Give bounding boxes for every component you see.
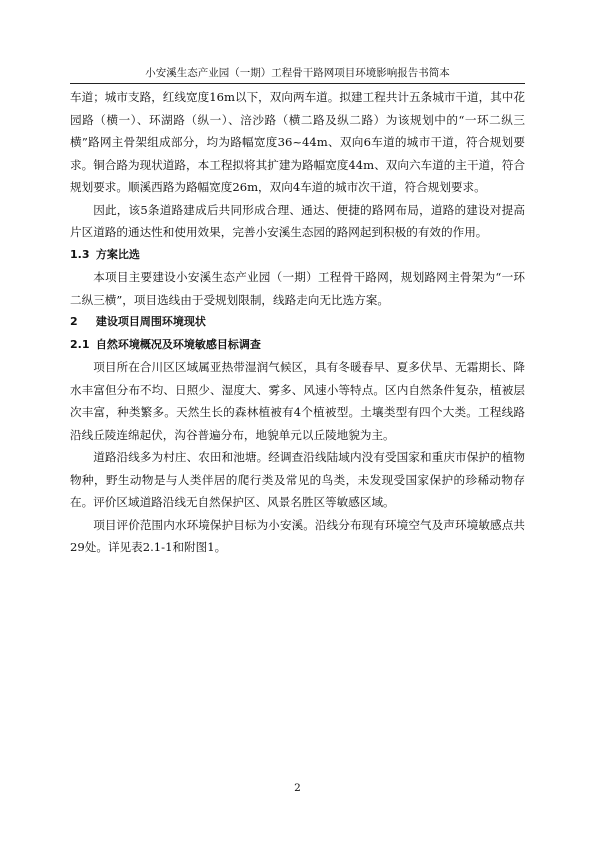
heading-1-3 <box>70 244 525 267</box>
paragraph-scheme-comparison: 本项目主要建设小安溪生态产业园（一期）工程骨干路网，规划路网主骨架为“一环二纵三横”，项目选线由于受规划限制，线路走向无比选方案。 <box>70 270 525 307</box>
paragraph-sensitive-targets: 项目评价范围内水环境保护目标为小安溪。沿线分布现有环境空气及声环境敏感点共29处。详见表2.1-1和附图1。 <box>70 517 525 554</box>
heading-2 <box>70 311 525 334</box>
paragraph-road-planning: 车道；城市支路，红线宽度16m以下，双向两车道。拟建工程共计五条城市干道，其中花园路（横一）、环湖路（纵一）、涪沙路（横二路及纵二路）为该规划中的“一环二纵三横”路网主骨架组成部分，均为路幅宽度36~44m、双向6车道的城市干道，符合规划要求。铜合路为现状道路，本工程拟将其扩建为路幅宽度44m、双向六车道的主干道，符合规划要求。顺溪西路为路幅宽度26m，双向4车道的城市次干道，符合规划要求。 <box>70 90 525 194</box>
heading-2-1-text: 自然环境概况及环境敏感目标调查 <box>95 337 261 351</box>
paragraph-ecology: 道路沿线多为村庄、农田和池塘。经调查沿线陆域内没有受国家和重庆市保护的植物物种，野生动物是与人类伴居的爬行类及常见的鸟类，未发现受国家保护的珍稀动物存在。评价区域道路沿线无自然保护区、风景名胜区等敏感区域。 <box>70 450 525 509</box>
heading-1-3-text: 方案比选 <box>95 247 140 261</box>
document-body <box>70 86 525 559</box>
heading-2-1 <box>70 334 525 357</box>
page-header <box>70 66 525 84</box>
page-number: 2 <box>294 782 301 794</box>
paragraph-conclusion: 因此，该5条道路建成后共同形成合理、通达、便捷的路网布局，道路的建设对提高片区道路的通达性和使用效果，完善小安溪生态园的路网起到积极的有效的作用。 <box>70 202 525 239</box>
header-title: 小安溪生态产业园（一期）工程骨干路网项目环境影响报告书简本 <box>145 67 450 79</box>
page-footer <box>0 782 595 794</box>
heading-2-1-number: 2.1 <box>70 337 90 351</box>
heading-1-3-number: 1.3 <box>70 247 90 261</box>
heading-2-number: 2 <box>70 315 78 328</box>
paragraph-natural-environment: 项目所在合川区区域属亚热带湿润气候区，具有冬暖春早、夏多伏旱、无霜期长、降水丰富但分布不均、日照少、湿度大、雾多、风速小等特点。区内自然条件复杂，植被层次丰富，种类繁多。天然生长的森林植被有4个植被型。土壤类型有四个大类。工程线路沿线丘陵连绵起伏，沟谷普遍分布，地貌单元以丘陵地貌为主。 <box>70 360 525 442</box>
heading-2-text: 建设项目周围环境现状 <box>95 315 206 328</box>
